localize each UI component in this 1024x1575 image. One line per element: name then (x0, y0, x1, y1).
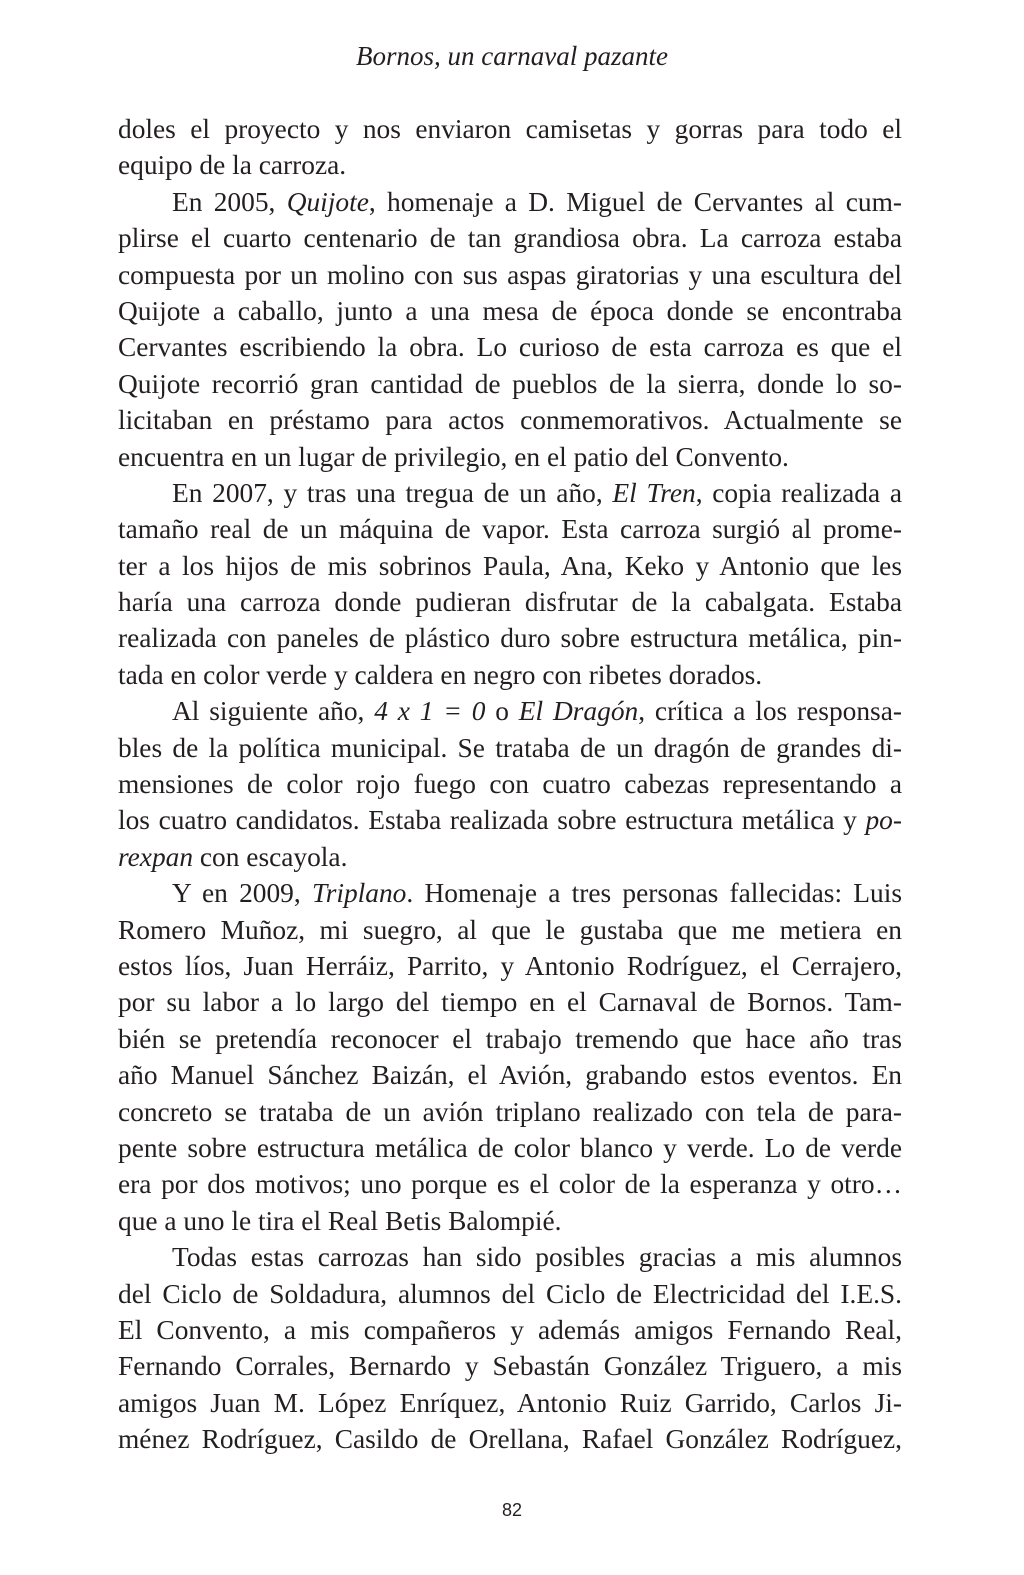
text-line: ter a los hijos de mis sobrinos Paula, Ana, Keko y Antonio que les (118, 550, 902, 581)
text-line: plirse el cuarto centenario de tan grandiosa obra. La carroza estaba (118, 223, 902, 254)
text-line: por su labor a lo largo del tiempo en el Carnaval de Bornos. Tam- (118, 987, 902, 1018)
text-line: bién se pretendía reconocer el trabajo tremendo que hace año tras (118, 1023, 902, 1054)
italic-title: 4 x 1 = 0 (374, 696, 486, 727)
text-line: rexpan con escayola. (118, 841, 348, 872)
text-line: tada en color verde y caldera en negro con ribetes dorados. (118, 659, 763, 690)
page-number: 82 (501, 1500, 523, 1520)
text-line: El Convento, a mis compañeros y además amigos Fernando Real, (118, 1314, 902, 1345)
text-line: licitaban en préstamo para actos conmemorativos. Actualmente se (118, 405, 902, 436)
text-line: del Ciclo de Soldadura, alumnos del Ciclo de Electricidad del I.E.S. (118, 1278, 902, 1309)
text-line: tamaño real de un máquina de vapor. Esta carroza surgió al prome- (118, 514, 902, 545)
text-line: Quijote a caballo, junto a una mesa de época donde se encontraba (118, 295, 902, 326)
text-line: era por dos motivos; uno porque es el color de la esperanza y otro… (118, 1169, 902, 1200)
text-line: concreto se trataba de un avión triplano realizado con tela de para- (118, 1096, 902, 1127)
text-line: haría una carroza donde pudieran disfrutar de la cabalgata. Estaba (118, 587, 902, 618)
text-line: Y en 2009, Triplano. Homenaje a tres personas fallecidas: Luis (172, 878, 902, 909)
text-line: Cervantes escribiendo la obra. Lo curioso de esta carroza es que el (118, 332, 902, 363)
body-text (118, 111, 902, 1457)
text-line: los cuatro candidatos. Estaba realizada sobre estructura metálica y po- (118, 805, 902, 836)
text-line: amigos Juan M. López Enríquez, Antonio Ruiz Garrido, Carlos Ji- (118, 1387, 902, 1418)
running-head: Bornos, un carnaval pazante (356, 41, 668, 71)
text-line: ménez Rodríguez, Casildo de Orellana, Rafael González Rodríguez, (118, 1424, 902, 1455)
text-line: que a uno le tira el Real Betis Balompié. (118, 1205, 562, 1236)
text-line: compuesta por un molino con sus aspas giratorias y una escultura del (118, 259, 902, 290)
text-line: Al siguiente año, 4 x 1 = 0 o El Dragón, crítica a los responsa- (172, 696, 902, 727)
text-line: En 2007, y tras una tregua de un año, El Tren, copia realizada a (172, 477, 902, 508)
text-line: pente sobre estructura metálica de color blanco y verde. Lo de verde (118, 1132, 902, 1163)
text-line: bles de la política municipal. Se trataba de un dragón de grandes di- (118, 732, 902, 763)
text-line: En 2005, Quijote, homenaje a D. Miguel de Cervantes al cum- (172, 186, 902, 217)
text-line: Quijote recorrió gran cantidad de pueblos de la sierra, donde lo so- (118, 368, 902, 399)
italic-title: El Tren (612, 477, 696, 508)
text-line: mensiones de color rojo fuego con cuatro cabezas representando a (118, 769, 902, 800)
text-line: Fernando Corrales, Bernardo y Sebastán González Triguero, a mis (118, 1351, 902, 1382)
italic-title: rexpan (118, 841, 194, 872)
italic-title: Triplano (311, 878, 407, 909)
italic-title: El Dragón (518, 696, 639, 727)
text-line: Romero Muñoz, mi suegro, al que le gustaba que me metiera en (118, 914, 902, 945)
text-line: estos líos, Juan Herráiz, Parrito, y Antonio Rodríguez, el Cerrajero, (118, 950, 902, 981)
text-line: doles el proyecto y nos enviaron camisetas y gorras para todo el (118, 114, 902, 144)
text-line: realizada con paneles de plástico duro sobre estructura metálica, pin- (118, 623, 902, 654)
italic-title: po- (865, 805, 902, 836)
text-line: equipo de la carroza. (118, 150, 347, 181)
italic-title: Quijote (286, 186, 369, 217)
text-line: encuentra en un lugar de privilegio, en el patio del Convento. (118, 441, 789, 472)
text-line: año Manuel Sánchez Baizán, el Avión, grabando estos eventos. En (118, 1060, 902, 1091)
text-line: Todas estas carrozas han sido posibles gracias a mis alumnos (172, 1242, 902, 1273)
